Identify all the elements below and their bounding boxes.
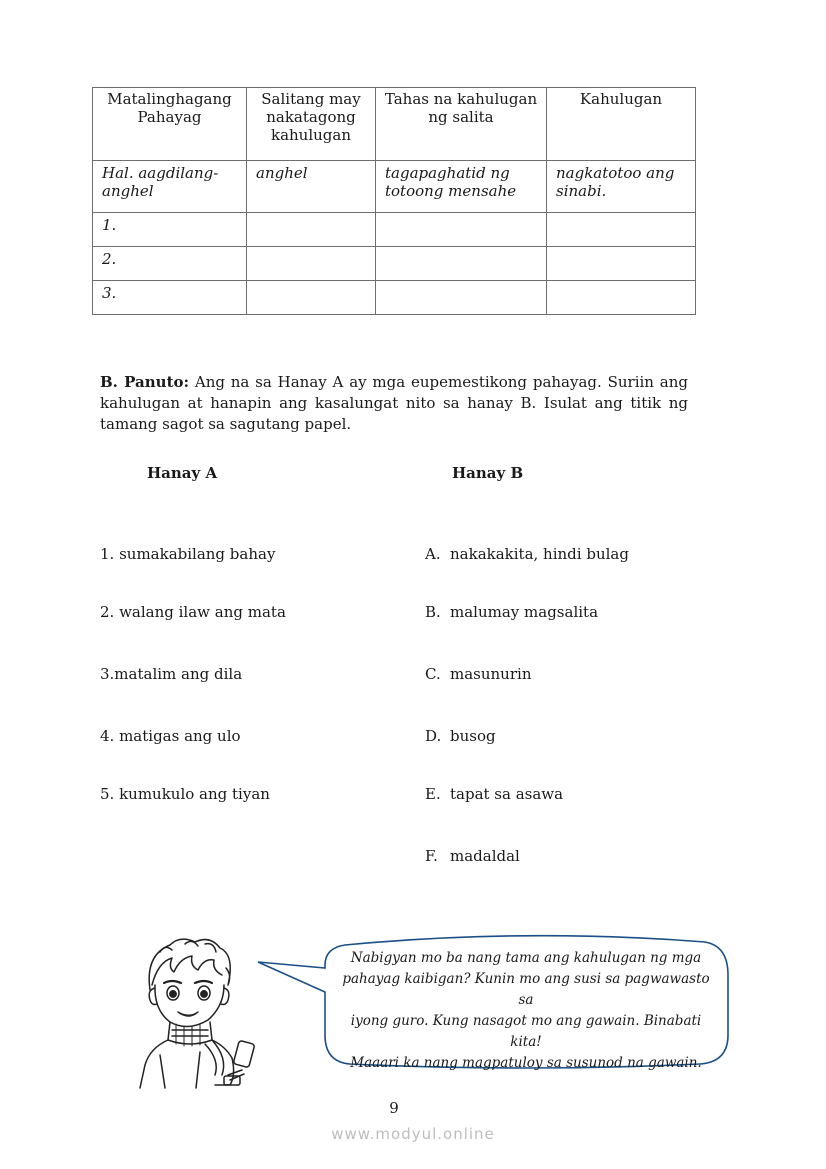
watermark: www.modyul.online (331, 1125, 495, 1143)
hanay-a-item: 1. sumakabilang bahay (100, 545, 276, 563)
choice-letter: F. (425, 847, 438, 865)
hanay-a-item: 4. matigas ang ulo (100, 727, 241, 745)
choice-text: masunurin (450, 665, 532, 683)
header-matalinghagang-pahayag: Matalinghagang Pahayag (93, 88, 247, 161)
example-tahas: tagapaghatid ng totoong mensahe (376, 161, 547, 213)
choice-letter: A. (425, 545, 441, 563)
row-number: 1. (93, 213, 247, 247)
header-kahulugan: Kahulugan (547, 88, 696, 161)
bubble-line: pahayag kaibigan? Kunin mo ang susi sa pagwawasto sa (342, 971, 710, 1008)
choice-text: nakakakita, hindi bulag (450, 545, 629, 563)
example-salita: anghel (247, 161, 376, 213)
hanay-a-title: Hanay A (147, 464, 218, 482)
row-number: 3. (93, 281, 247, 315)
bubble-line: Nabigyan mo ba nang tama ang kahulugan ng mga (350, 950, 702, 966)
choice-text: busog (450, 727, 496, 745)
choice-text: tapat sa asawa (450, 785, 564, 803)
panuto-text: Ang na sa Hanay A ay mga eupemestikong pahayag. Suriin ang kahulugan at hanapin ang kasalungat nito sa hanay B. Isulat ang titik ng tamang sagot sa sagutang papel. (100, 373, 688, 433)
choice-letter: C. (425, 665, 441, 683)
choice-text: madaldal (450, 847, 520, 865)
hanay-a-item: 2. walang ilaw ang mata (100, 603, 286, 621)
example-pahayag: Hal. aagdilang-anghel (93, 161, 247, 213)
example-kahulugan: nagkatotoo ang sinabi. (547, 161, 696, 213)
choice-letter: D. (425, 727, 442, 745)
bubble-line: Maaari ka nang magpatuloy sa susunod na gawain. (350, 1055, 702, 1071)
header-tahas-na-kahulugan: Tahas na kahulugan ng salita (376, 88, 547, 161)
student-character-icon (140, 939, 255, 1088)
header-salitang-nakatago: Salitang may nakatagong kahulugan (247, 88, 376, 161)
row-number: 2. (93, 247, 247, 281)
panuto-label: B. Panuto: (100, 373, 190, 391)
hanay-a-item: 5. kumukulo ang tiyan (100, 785, 270, 803)
hanay-b-title: Hanay B (452, 464, 524, 482)
choice-letter: E. (425, 785, 441, 803)
choice-text: malumay magsalita (450, 603, 599, 621)
bubble-line: iyong guro. Kung nasagot mo ang gawain. Binabati kita! (350, 1013, 702, 1050)
hanay-a-item: 3.matalim ang dila (100, 665, 243, 683)
page-number: 9 (389, 1099, 399, 1117)
speech-bubble-text (340, 948, 712, 1074)
choice-letter: B. (425, 603, 441, 621)
